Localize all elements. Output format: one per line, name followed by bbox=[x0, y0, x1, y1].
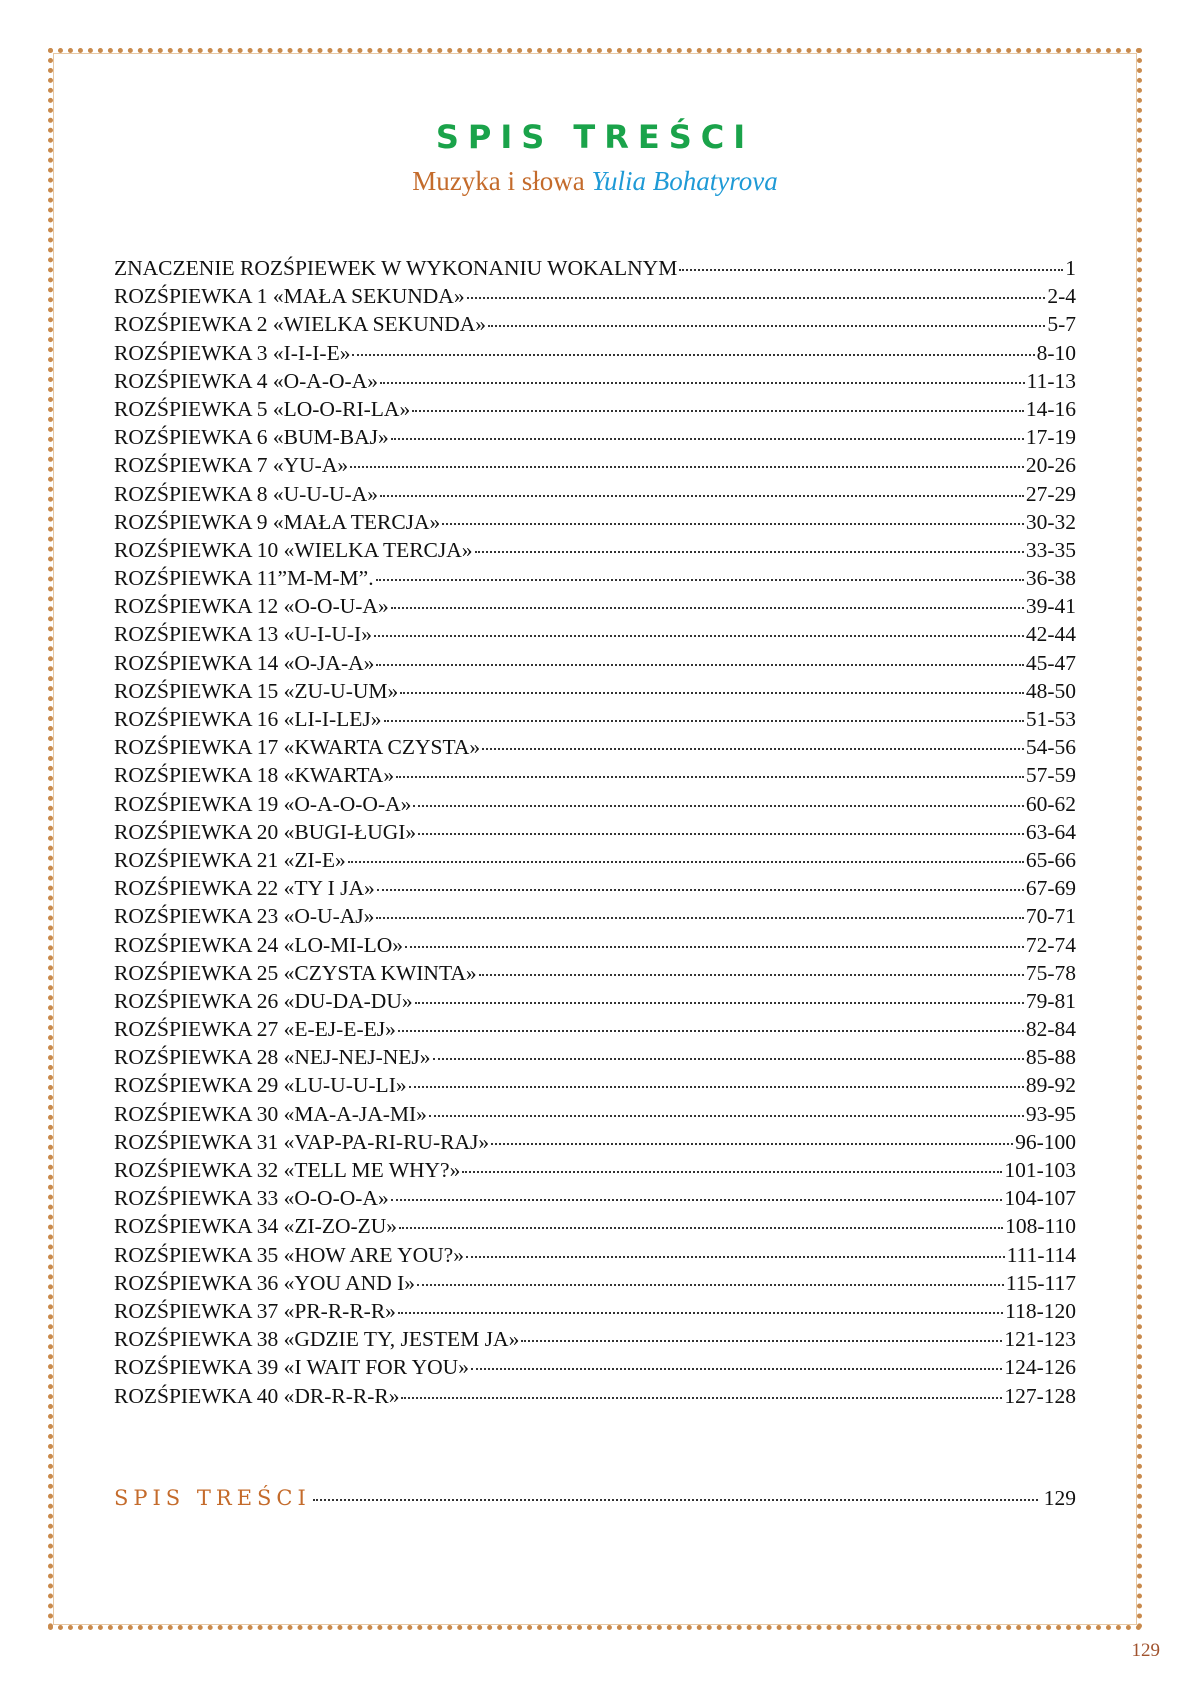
dot-leader bbox=[482, 748, 1024, 750]
subtitle-prefix: Muzyka i słowa bbox=[412, 166, 592, 196]
toc-footer-pages: 129 bbox=[1043, 1486, 1076, 1510]
toc-entry bbox=[114, 1158, 1076, 1186]
toc-entry bbox=[114, 312, 1076, 340]
toc-entry-pages: 63-64 bbox=[1025, 819, 1076, 844]
toc-entry bbox=[114, 425, 1076, 453]
toc-entry-pages: 108-110 bbox=[1005, 1214, 1076, 1239]
toc-entry-pages: 5-7 bbox=[1047, 312, 1076, 337]
toc-entry bbox=[114, 876, 1076, 904]
dot-leader bbox=[415, 1002, 1024, 1004]
toc-entry-label: ROZŚPIEWKA 15 «ZU-U-UM» bbox=[114, 678, 399, 703]
dot-leader bbox=[433, 1058, 1024, 1060]
toc-entry-label: ROZŚPIEWKA 32 «TELL ME WHY?» bbox=[114, 1158, 461, 1182]
dot-leader bbox=[380, 382, 1025, 384]
toc-entry bbox=[114, 679, 1076, 707]
toc-entry bbox=[114, 933, 1076, 961]
dot-leader bbox=[399, 1227, 1003, 1229]
toc-entry-label: ZNACZENIE ROZŚPIEWEK W WYKONANIU WOKALNYM bbox=[114, 256, 678, 280]
toc-entry bbox=[114, 256, 1076, 284]
toc-entry bbox=[114, 1214, 1076, 1242]
toc-entry bbox=[114, 1384, 1076, 1412]
toc-footer-label: SPIS TREŚCI bbox=[114, 1486, 311, 1510]
toc-entry-pages: 33-35 bbox=[1025, 537, 1076, 562]
toc-entry bbox=[114, 1327, 1076, 1355]
toc-entry-pages: 75-78 bbox=[1025, 960, 1076, 985]
dot-leader bbox=[491, 1143, 1013, 1145]
toc-entry bbox=[114, 1299, 1076, 1327]
toc-entry-pages: 82-84 bbox=[1025, 1017, 1076, 1042]
dot-leader bbox=[398, 1030, 1024, 1032]
toc-entry-label: ROZŚPIEWKA 25 «CZYSTA KWINTA» bbox=[114, 960, 477, 985]
toc-entry-pages: 42-44 bbox=[1025, 622, 1076, 647]
page-subtitle bbox=[0, 166, 1190, 197]
dot-leader bbox=[380, 495, 1024, 497]
toc-entry bbox=[114, 1073, 1076, 1101]
toc-entry-pages: 111-114 bbox=[1006, 1242, 1076, 1267]
table-of-contents bbox=[114, 256, 1076, 1412]
toc-entry-label: ROZŚPIEWKA 37 «PR-R-R-R» bbox=[114, 1298, 396, 1323]
toc-entry bbox=[114, 453, 1076, 481]
toc-entry-label: ROZŚPIEWKA 33 «O-O-O-A» bbox=[114, 1186, 389, 1211]
toc-entry-pages: 60-62 bbox=[1025, 791, 1076, 816]
toc-entry bbox=[114, 651, 1076, 679]
toc-entry-label: ROZŚPIEWKA 26 «DU-DA-DU» bbox=[114, 988, 413, 1013]
toc-entry-label: ROZŚPIEWKA 40 «DR-R-R-R» bbox=[114, 1383, 400, 1408]
dot-leader bbox=[429, 1115, 1024, 1117]
toc-entry-pages: 124-126 bbox=[1004, 1355, 1076, 1380]
toc-entry-label: ROZŚPIEWKA 38 «GDZIE TY, JESTEM JA» bbox=[114, 1327, 520, 1352]
toc-entry bbox=[114, 904, 1076, 932]
toc-entry-label: ROZŚPIEWKA 8 «U-U-U-A» bbox=[114, 481, 378, 506]
toc-entry bbox=[114, 622, 1076, 650]
toc-entry bbox=[114, 848, 1076, 876]
dot-leader bbox=[442, 523, 1024, 525]
toc-entry-pages: 72-74 bbox=[1025, 932, 1076, 957]
toc-entry-label: ROZŚPIEWKA 7 «YU-A» bbox=[114, 453, 349, 478]
toc-entry-label: ROZŚPIEWKA 31 «VAP-PA-RI-RU-RAJ» bbox=[114, 1129, 490, 1154]
toc-entry-pages: 85-88 bbox=[1025, 1045, 1076, 1070]
toc-entry-pages: 2-4 bbox=[1047, 284, 1076, 309]
toc-entry-label: ROZŚPIEWKA 16 «LI-I-LEJ» bbox=[114, 707, 382, 731]
toc-entry-label: ROZŚPIEWKA 23 «O-U-AJ» bbox=[114, 904, 375, 929]
toc-entry-pages: 104-107 bbox=[1004, 1186, 1076, 1211]
toc-entry-pages: 30-32 bbox=[1025, 509, 1076, 534]
toc-entry bbox=[114, 1017, 1076, 1045]
toc-entry-pages: 93-95 bbox=[1025, 1101, 1076, 1126]
toc-entry bbox=[114, 961, 1076, 989]
dot-leader bbox=[462, 1171, 1002, 1173]
toc-entry-pages: 54-56 bbox=[1025, 735, 1076, 760]
toc-entry bbox=[114, 1186, 1076, 1214]
dot-leader bbox=[398, 1312, 1003, 1314]
toc-entry-pages: 118-120 bbox=[1005, 1298, 1076, 1323]
dot-leader bbox=[352, 354, 1034, 356]
subtitle-author: Yulia Bohatyrova bbox=[591, 166, 778, 196]
dot-leader bbox=[391, 1199, 1003, 1201]
toc-entry-pages: 65-66 bbox=[1025, 847, 1076, 872]
toc-entry-pages: 51-53 bbox=[1025, 707, 1076, 731]
toc-entry-label: ROZŚPIEWKA 34 «ZI-ZO-ZU» bbox=[114, 1214, 398, 1239]
dot-leader bbox=[466, 1256, 1005, 1258]
dot-leader bbox=[350, 466, 1024, 468]
toc-entry bbox=[114, 707, 1076, 735]
toc-entry bbox=[114, 538, 1076, 566]
toc-entry-label: ROZŚPIEWKA 9 «MAŁA TERCJA» bbox=[114, 509, 441, 534]
toc-entry-pages: 11-13 bbox=[1026, 368, 1076, 393]
dot-leader bbox=[521, 1340, 1002, 1342]
toc-entry-pages: 1 bbox=[1065, 256, 1076, 280]
toc-entry-label: ROZŚPIEWKA 2 «WIELKA SEKUNDA» bbox=[114, 312, 487, 337]
toc-entry-label: ROZŚPIEWKA 12 «O-O-U-A» bbox=[114, 594, 389, 619]
toc-entry-pages: 89-92 bbox=[1025, 1073, 1076, 1098]
toc-entry bbox=[114, 1271, 1076, 1299]
toc-entry bbox=[114, 482, 1076, 510]
toc-entry-pages: 96-100 bbox=[1015, 1129, 1076, 1154]
toc-entry-label: ROZŚPIEWKA 24 «LO-MI-LO» bbox=[114, 932, 404, 957]
toc-entry-pages: 27-29 bbox=[1025, 481, 1076, 506]
dot-leader bbox=[417, 1284, 1004, 1286]
dot-leader bbox=[376, 579, 1024, 581]
toc-entry-pages: 17-19 bbox=[1025, 425, 1076, 450]
toc-entry-pages: 14-16 bbox=[1025, 396, 1076, 421]
toc-entry-pages: 48-50 bbox=[1025, 678, 1076, 703]
dot-leader bbox=[396, 776, 1024, 778]
dot-leader bbox=[401, 1397, 1002, 1399]
page-title: SPIS TREŚCI bbox=[435, 118, 755, 156]
toc-entry-label: ROZŚPIEWKA 1 «MAŁA SEKUNDA» bbox=[114, 284, 465, 309]
toc-entry-label: ROZŚPIEWKA 17 «KWARTA CZYSTA» bbox=[114, 735, 481, 760]
dot-leader bbox=[348, 861, 1024, 863]
dot-leader bbox=[467, 297, 1046, 299]
dot-leader bbox=[488, 325, 1045, 327]
dot-leader bbox=[377, 889, 1024, 891]
toc-entry-label: ROZŚPIEWKA 22 «TY I JA» bbox=[114, 876, 375, 901]
dot-leader bbox=[391, 438, 1024, 440]
dot-leader bbox=[374, 635, 1024, 637]
page-number: 129 bbox=[1131, 1640, 1160, 1661]
toc-entry bbox=[114, 341, 1076, 369]
dot-leader bbox=[405, 946, 1024, 948]
toc-entry-pages: 70-71 bbox=[1025, 904, 1076, 929]
dot-leader bbox=[376, 917, 1023, 919]
toc-entry bbox=[114, 594, 1076, 622]
toc-entry bbox=[114, 1045, 1076, 1073]
toc-entry bbox=[114, 735, 1076, 763]
dot-leader bbox=[412, 410, 1024, 412]
dot-leader bbox=[679, 269, 1063, 271]
dot-leader bbox=[418, 833, 1024, 835]
toc-entry bbox=[114, 792, 1076, 820]
toc-entry bbox=[114, 1102, 1076, 1130]
toc-entry-pages: 20-26 bbox=[1025, 453, 1076, 478]
dot-leader bbox=[391, 607, 1024, 609]
toc-entry-pages: 36-38 bbox=[1025, 566, 1076, 591]
toc-entry-label: ROZŚPIEWKA 39 «I WAIT FOR YOU» bbox=[114, 1355, 469, 1380]
toc-entry-pages: 67-69 bbox=[1025, 876, 1076, 901]
toc-entry-label: ROZŚPIEWKA 11”M-M-M”. bbox=[114, 566, 374, 591]
toc-entry-label: ROZŚPIEWKA 4 «O-A-O-A» bbox=[114, 368, 378, 393]
toc-entry-label: ROZŚPIEWKA 28 «NEJ-NEJ-NEJ» bbox=[114, 1045, 431, 1070]
toc-entry-label: ROZŚPIEWKA 5 «LO-O-RI-LA» bbox=[114, 396, 411, 421]
toc-entry-pages: 39-41 bbox=[1025, 594, 1076, 619]
dot-leader bbox=[400, 692, 1024, 694]
toc-entry-label: ROZŚPIEWKA 3 «I-I-I-E» bbox=[114, 340, 351, 365]
dot-leader bbox=[384, 720, 1024, 722]
toc-entry-pages: 121-123 bbox=[1004, 1327, 1076, 1352]
toc-entry bbox=[114, 1130, 1076, 1158]
dot-leader bbox=[479, 974, 1024, 976]
toc-entry-label: ROZŚPIEWKA 21 «ZI-E» bbox=[114, 847, 346, 872]
dot-leader bbox=[376, 664, 1023, 666]
toc-entry bbox=[114, 989, 1076, 1017]
toc-entry-pages: 57-59 bbox=[1025, 763, 1076, 788]
toc-footer-entry bbox=[114, 1486, 1076, 1511]
toc-entry bbox=[114, 284, 1076, 312]
toc-entry-label: ROZŚPIEWKA 19 «O-A-O-O-A» bbox=[114, 791, 412, 816]
toc-entry-label: ROZŚPIEWKA 35 «HOW ARE YOU?» bbox=[114, 1242, 464, 1267]
toc-entry-pages: 8-10 bbox=[1036, 340, 1076, 365]
toc-entry bbox=[114, 566, 1076, 594]
toc-entry bbox=[114, 763, 1076, 791]
toc-entry-label: ROZŚPIEWKA 36 «YOU AND I» bbox=[114, 1270, 415, 1295]
toc-entry bbox=[114, 369, 1076, 397]
dot-leader bbox=[471, 1368, 1002, 1370]
toc-entry-label: ROZŚPIEWKA 20 «BUGI-ŁUGI» bbox=[114, 819, 417, 844]
toc-entry bbox=[114, 397, 1076, 425]
toc-entry-pages: 101-103 bbox=[1004, 1158, 1076, 1182]
toc-entry-pages: 79-81 bbox=[1025, 988, 1076, 1013]
dot-leader bbox=[313, 1499, 1038, 1501]
dot-leader bbox=[413, 805, 1023, 807]
toc-entry-label: ROZŚPIEWKA 10 «WIELKA TERCJA» bbox=[114, 537, 473, 562]
toc-entry-label: ROZŚPIEWKA 14 «O-JA-A» bbox=[114, 650, 375, 675]
toc-entry-label: ROZŚPIEWKA 29 «LU-U-U-LI» bbox=[114, 1073, 407, 1098]
toc-entry-label: ROZŚPIEWKA 6 «BUM-BAJ» bbox=[114, 425, 389, 450]
toc-entry bbox=[114, 820, 1076, 848]
toc-entry bbox=[114, 1355, 1076, 1383]
dot-leader bbox=[409, 1086, 1024, 1088]
toc-entry-pages: 115-117 bbox=[1005, 1270, 1076, 1295]
toc-entry-label: ROZŚPIEWKA 27 «E-EJ-E-EJ» bbox=[114, 1017, 396, 1042]
toc-entry bbox=[114, 510, 1076, 538]
dot-leader bbox=[475, 551, 1024, 553]
toc-entry-label: ROZŚPIEWKA 13 «U-I-U-I» bbox=[114, 622, 372, 647]
toc-entry-label: ROZŚPIEWKA 30 «MA-A-JA-MI» bbox=[114, 1101, 427, 1126]
toc-entry-pages: 127-128 bbox=[1004, 1383, 1076, 1408]
toc-entry bbox=[114, 1243, 1076, 1271]
toc-entry-pages: 45-47 bbox=[1025, 650, 1076, 675]
toc-entry-label: ROZŚPIEWKA 18 «KWARTA» bbox=[114, 763, 395, 788]
